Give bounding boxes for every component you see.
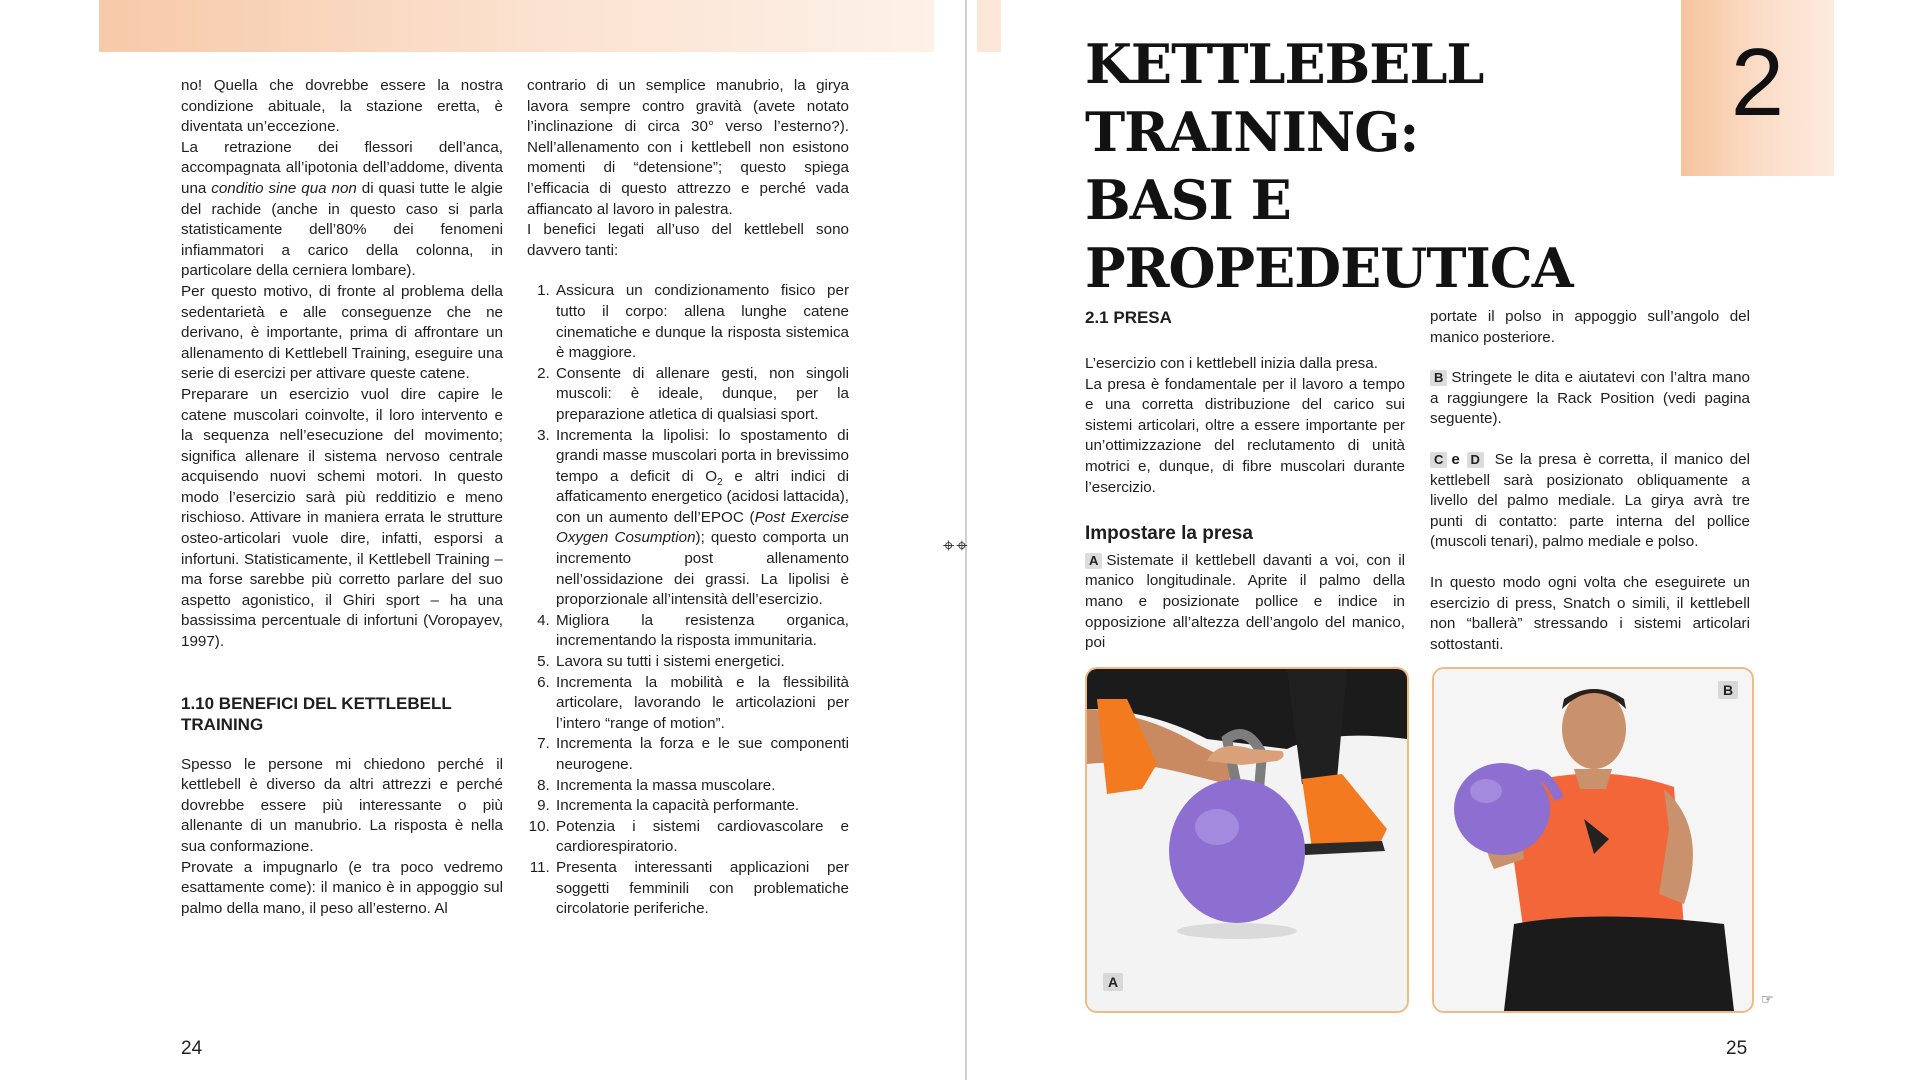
left-page-column-1	[181, 76, 503, 919]
photo-illustration	[1087, 669, 1407, 1011]
right-page-column-1	[1085, 307, 1405, 654]
paragraph: Preparare un esercizio vuol dire capire le catene muscolari coinvolte, il loro intervento e la sequenza nell’esecuzione del movimento; significa allenare il sistema nervoso centrale acquisendo nuovi schemi motori. In questo modo l’esercizio sarà più redditizio e meno rischioso. Attivare in maniera errata le strutture osteo-articolari vuole dire, infatti, esporsi a infortuni. Statisticamente, il Kettlebell Training – ma forse sarebbe più corretto parlare del suo aspetto agonistico, il Ghiri sport – ha una bassissima percentuale di infortuni (Voropayev, 1997).	[181, 385, 503, 651]
photo-kettlebell-grip-b	[1432, 667, 1754, 1013]
latin-phrase: conditio sine qua non	[211, 179, 357, 197]
step-label: C	[1430, 452, 1447, 468]
chapter-title	[1085, 30, 1685, 302]
chapter-title-line: KETTLEBELL TRAINING:	[1085, 32, 1484, 164]
right-page-header-band	[977, 0, 1001, 52]
text-span: ); questo comporta un incremento post allenamento nell’ossidazione dei grassi. La lipolisi è proporzionale all’intensità dell’esercizio.	[556, 529, 849, 609]
list-item: 6. Incrementa la mobilità e la flessibilità articolare, lavorando le articolazioni per l’intero “range of motion”.	[554, 673, 849, 735]
text-span: Se la presa è corretta, il manico del kettlebell sarà posizionato obliquamente a livello del palmo mediale. La girya avrà tre punti di contatto: parte interna del pollice (muscoli tenari), palmo mediale e polso.	[1430, 450, 1750, 551]
text-span: Stringete le dita e aiutatevi con l’altra mano a raggiungere la Rack Position (vedi pagina seguente).	[1430, 369, 1750, 428]
text-span: La retrazione dei flessori dell’anca, accompagnata all’ipotonia dell’addome, diventa una	[181, 138, 503, 197]
chapter-title-line: BASI E PROPEDEUTICA	[1085, 168, 1573, 300]
page-number: 24	[181, 1038, 203, 1059]
step-label: A	[1085, 553, 1102, 569]
section-heading: 1.10 BENEFICI DEL KETTLEBELL TRAINING	[181, 693, 452, 734]
photo-illustration	[1434, 669, 1752, 1011]
page-number: 25	[1726, 1038, 1748, 1059]
paragraph: portate il polso in appoggio sull’angolo del manico posteriore.	[1430, 308, 1750, 346]
text-span: e altri indici di affaticamento energetico (acidosi lattacida), con un aumento dell’EPOC (	[556, 467, 849, 526]
list-item: 1. Assicura un condizionamento fisico per tutto il corpo: allena lunghe catene cinematiche e dunque la risposta sistemica è maggiore.	[554, 281, 849, 363]
chapter-number: 2	[1730, 29, 1785, 136]
list-item: 2. Consente di allenare gesti, non singoli muscoli: è ideale, dunque, per la preparazione atletica di qualsiasi sport.	[554, 364, 849, 426]
list-item	[554, 426, 849, 611]
paragraph	[181, 138, 503, 282]
left-page-header-band	[99, 0, 934, 52]
registration-mark-icon: ⌖⌖	[943, 533, 970, 557]
photo-label: A	[1103, 973, 1123, 991]
paragraph: contrario di un semplice manubrio, la girya lavora sempre contro gravità (avete notato l’inclinazione di circa 30° verso l’esterno?). Nell’allenamento con i kettlebell non esistono momenti di “detensione”; questo spiega l’efficacia di questo attrezzo e perché vada affiancato al lavoro in palestra.	[527, 77, 849, 218]
paragraph: I benefici legati all’uso del kettlebell sono davvero tanti:	[527, 221, 849, 259]
list-item: 7. Incrementa la forza e le sue componenti neurogene.	[554, 734, 849, 775]
paragraph	[1085, 551, 1405, 654]
paragraph: La presa è fondamentale per il lavoro a tempo e una corretta distribuzione del carico sui sistemi articolari, oltre a essere importante per un’ottimizzazione del reclutamento di unità motrici e, dunque, di fibre muscolari durante l’esercizio.	[1085, 375, 1405, 496]
text-span: Incrementa la lipolisi: lo spostamento di grandi masse muscolari porta in brevissimo tempo a deficit di O	[556, 426, 849, 485]
benefits-list	[527, 281, 849, 919]
paragraph: L’esercizio con i kettlebell inizia dalla presa.	[1085, 355, 1378, 372]
paragraph: Per questo motivo, di fronte al problema della sedentarietà e alle conseguenze che ne derivano, è importante, prima di affrontare un allenamento di Kettlebell Training, eseguire una serie di esercizi per attivare queste catene.	[181, 282, 503, 383]
paragraph: In questo modo ogni volta che eseguirete un esercizio di press, Snatch o simili, il kettlebell non “ballerà” stressando i sistemi articolari sottostanti.	[1430, 573, 1750, 653]
paragraph: Spesso le persone mi chiedono perché il kettlebell è diverso da altri attrezzi e perché dovrebbe essere più interessante o più allenante di un manubrio. La risposta è nella sua conformazione.	[181, 755, 503, 855]
paragraph	[1430, 368, 1750, 430]
right-page-column-2	[1430, 307, 1750, 655]
paragraph	[1430, 450, 1750, 553]
list-item: 11. Presenta interessanti applicazioni per soggetti femminili con problematiche circolatorie periferiche.	[554, 858, 849, 920]
pointing-hand-icon: ☞	[1761, 992, 1774, 1008]
subscript: 2	[717, 476, 723, 488]
list-item: 8. Incrementa la massa muscolare.	[554, 776, 849, 797]
text-span: e	[1451, 450, 1460, 468]
list-item: 5. Lavora su tutti i sistemi energetici.	[554, 652, 849, 673]
text-span: Sistemate il kettlebell davanti a voi, con il manico longitudinale. Aprite il palmo della mano e posizionate pollice e indice in opposizione all’altezza dell’angolo del manico, poi	[1085, 551, 1405, 652]
paragraph: no! Quella che dovrebbe essere la nostra condizione abituale, la stazione eretta, è diventata un’eccezione.	[181, 77, 503, 136]
list-item: 4. Migliora la resistenza organica, incrementando la risposta immunitaria.	[554, 611, 849, 652]
text-span: di quasi tutte le algie del rachide (anche in questo caso si parla statisticamente dell’80% dei fenomeni infiammatori a carico della colonna, in particolare della cerniera lombare).	[181, 179, 503, 280]
section-heading: 2.1 PRESA	[1085, 308, 1172, 327]
step-label: D	[1467, 452, 1484, 468]
left-page-column-2	[527, 76, 849, 920]
photo-kettlebell-grip-a	[1085, 667, 1409, 1013]
subheading: Impostare la presa	[1085, 523, 1253, 545]
photo-label: B	[1718, 681, 1738, 699]
list-item: 10. Potenzia i sistemi cardiovascolare e cardiorespiratorio.	[554, 817, 849, 858]
chapter-number-box	[1681, 0, 1834, 176]
list-item: 9. Incrementa la capacità performante.	[554, 796, 849, 817]
step-label: B	[1430, 370, 1447, 386]
paragraph: Provate a impugnarlo (e tra poco vedremo esattamente come): il manico è in appoggio sul palmo della mano, il peso all’esterno. Al	[181, 858, 503, 917]
italic-term: Post Exercise Oxygen Cosumption	[556, 508, 849, 547]
